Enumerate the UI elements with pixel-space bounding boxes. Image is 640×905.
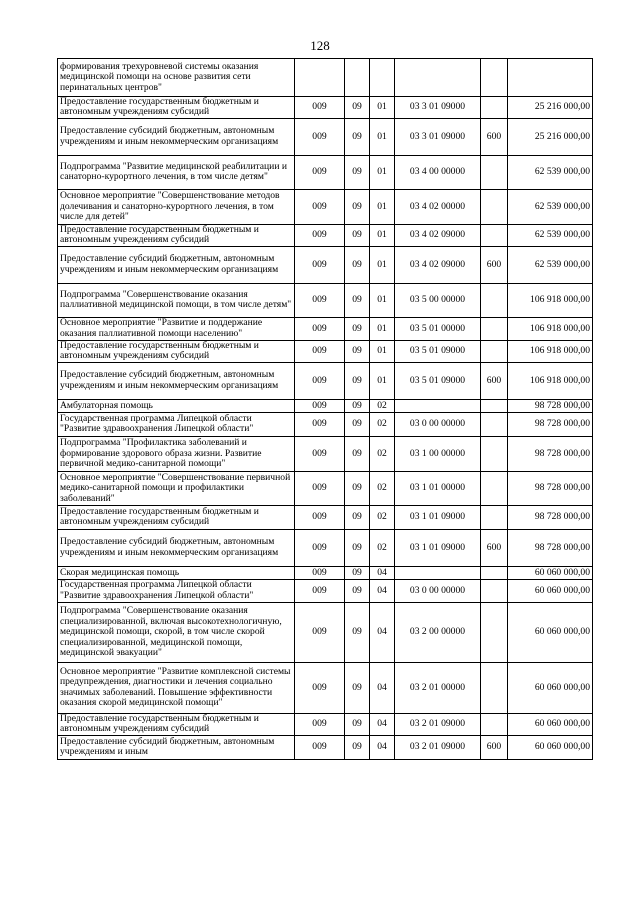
cell-section-code: 09 [345, 602, 370, 662]
cell-amount: 98 728 000,00 [508, 529, 593, 566]
cell-amount: 98 728 000,00 [508, 412, 593, 436]
cell-expense-type: 600 [481, 246, 508, 283]
cell-name: Подпрограмма "Совершенствование оказания специализированной, включая высокотехнологичную, медицинской помощи, скорой, в том числе скорой специализированной, медицинской помощи, медицинской эвакуации" [58, 602, 295, 662]
cell-name: Подпрограмма "Совершенствование оказания паллиативной медицинской помощи, в том числе детям" [58, 283, 295, 317]
cell-amount: 62 539 000,00 [508, 155, 593, 189]
table-row [58, 118, 593, 155]
cell-expense-type [481, 59, 508, 97]
cell-name: Предоставление субсидий бюджетным, автономным учреждениям и иным [58, 735, 295, 759]
cell-expense-type [481, 97, 508, 119]
cell-expense-type [481, 317, 508, 340]
cell-name: Предоставление государственным бюджетным и автономным учреждениям субсидий [58, 97, 295, 119]
cell-expense-type [481, 399, 508, 412]
cell-target-article [395, 399, 481, 412]
cell-target-article: 03 1 01 00000 [395, 471, 481, 505]
cell-amount: 106 918 000,00 [508, 362, 593, 399]
cell-target-article: 03 4 02 09000 [395, 224, 481, 246]
cell-target-article: 03 4 02 09000 [395, 246, 481, 283]
cell-section-code: 09 [345, 566, 370, 579]
cell-subsection-code [370, 59, 395, 97]
table-row [58, 246, 593, 283]
cell-ministry-code: 009 [295, 97, 345, 119]
cell-section-code: 09 [345, 189, 370, 224]
table-row [58, 579, 593, 602]
table-row [58, 662, 593, 713]
cell-target-article: 03 0 00 00000 [395, 579, 481, 602]
table-row [58, 340, 593, 362]
cell-section-code: 09 [345, 505, 370, 529]
cell-section-code: 09 [345, 97, 370, 119]
cell-target-article [395, 59, 481, 97]
cell-name: Предоставление государственным бюджетным и автономным учреждениям субсидий [58, 505, 295, 529]
cell-ministry-code: 009 [295, 246, 345, 283]
cell-target-article: 03 1 01 09000 [395, 529, 481, 566]
cell-subsection-code: 04 [370, 566, 395, 579]
cell-section-code: 09 [345, 246, 370, 283]
cell-target-article: 03 5 01 00000 [395, 317, 481, 340]
cell-expense-type [481, 189, 508, 224]
budget-table-body [58, 59, 593, 760]
table-row [58, 189, 593, 224]
cell-section-code: 09 [345, 529, 370, 566]
cell-expense-type: 600 [481, 362, 508, 399]
cell-name: Амбулаторная помощь [58, 399, 295, 412]
cell-section-code: 09 [345, 224, 370, 246]
cell-expense-type: 600 [481, 735, 508, 759]
cell-name: Основное мероприятие "Совершенствование первичной медико-санитарной помощи и профилактики заболеваний" [58, 471, 295, 505]
cell-name: Основное мероприятие "Развитие комплексной системы предупреждения, диагностики и лечения социально значимых заболеваний. Повышение эффективности оказания скорой медицинской помощи" [58, 662, 295, 713]
cell-expense-type [481, 566, 508, 579]
cell-amount: 98 728 000,00 [508, 436, 593, 471]
cell-ministry-code: 009 [295, 224, 345, 246]
cell-expense-type: 600 [481, 118, 508, 155]
cell-expense-type [481, 283, 508, 317]
cell-name: Скорая медицинская помощь [58, 566, 295, 579]
cell-target-article: 03 3 01 09000 [395, 97, 481, 119]
cell-section-code: 09 [345, 713, 370, 735]
cell-section-code: 09 [345, 317, 370, 340]
cell-amount: 98 728 000,00 [508, 505, 593, 529]
cell-name: Предоставление субсидий бюджетным, автономным учреждениям и иным некоммерческим организациям [58, 246, 295, 283]
cell-target-article: 03 5 00 00000 [395, 283, 481, 317]
cell-name: Предоставление государственным бюджетным и автономным учреждениям субсидий [58, 713, 295, 735]
cell-expense-type [481, 662, 508, 713]
cell-section-code: 09 [345, 662, 370, 713]
cell-subsection-code: 01 [370, 362, 395, 399]
cell-subsection-code: 02 [370, 436, 395, 471]
cell-expense-type [481, 579, 508, 602]
cell-section-code: 09 [345, 412, 370, 436]
cell-target-article: 03 2 01 09000 [395, 735, 481, 759]
cell-name: Основное мероприятие "Совершенствование методов долечивания и санаторно-курортного лечения, в том числе для детей" [58, 189, 295, 224]
cell-section-code: 09 [345, 362, 370, 399]
cell-section-code: 09 [345, 283, 370, 317]
cell-expense-type [481, 340, 508, 362]
cell-target-article: 03 1 00 00000 [395, 436, 481, 471]
table-row [58, 224, 593, 246]
cell-subsection-code: 01 [370, 155, 395, 189]
cell-target-article: 03 3 01 09000 [395, 118, 481, 155]
cell-amount: 60 060 000,00 [508, 566, 593, 579]
table-row [58, 59, 593, 97]
cell-subsection-code: 01 [370, 189, 395, 224]
cell-subsection-code: 04 [370, 602, 395, 662]
table-row [58, 713, 593, 735]
cell-ministry-code: 009 [295, 317, 345, 340]
cell-section-code: 09 [345, 340, 370, 362]
cell-name: Основное мероприятие "Развитие и поддержание оказания паллиативной помощи населению" [58, 317, 295, 340]
table-row [58, 412, 593, 436]
cell-ministry-code [295, 59, 345, 97]
cell-target-article: 03 5 01 09000 [395, 340, 481, 362]
cell-section-code: 09 [345, 579, 370, 602]
cell-subsection-code: 01 [370, 317, 395, 340]
cell-amount: 60 060 000,00 [508, 662, 593, 713]
cell-name: Государственная программа Липецкой области "Развитие здравоохранения Липецкой области" [58, 412, 295, 436]
cell-expense-type [481, 224, 508, 246]
cell-target-article [395, 566, 481, 579]
cell-subsection-code: 01 [370, 340, 395, 362]
cell-subsection-code: 04 [370, 713, 395, 735]
cell-ministry-code: 009 [295, 412, 345, 436]
cell-section-code: 09 [345, 118, 370, 155]
cell-target-article: 03 0 00 00000 [395, 412, 481, 436]
cell-section-code: 09 [345, 155, 370, 189]
cell-subsection-code: 04 [370, 662, 395, 713]
table-row [58, 155, 593, 189]
cell-ministry-code: 009 [295, 471, 345, 505]
cell-name: Предоставление государственным бюджетным и автономным учреждениям субсидий [58, 224, 295, 246]
cell-target-article: 03 5 01 09000 [395, 362, 481, 399]
cell-ministry-code: 009 [295, 602, 345, 662]
table-row [58, 436, 593, 471]
cell-subsection-code: 01 [370, 246, 395, 283]
cell-name: Предоставление государственным бюджетным и автономным учреждениям субсидий [58, 340, 295, 362]
cell-ministry-code: 009 [295, 436, 345, 471]
cell-ministry-code: 009 [295, 529, 345, 566]
cell-amount: 62 539 000,00 [508, 189, 593, 224]
cell-amount: 106 918 000,00 [508, 283, 593, 317]
table-row [58, 317, 593, 340]
cell-name: Предоставление субсидий бюджетным, автономным учреждениям и иным некоммерческим организациям [58, 529, 295, 566]
cell-target-article: 03 2 01 09000 [395, 713, 481, 735]
cell-subsection-code: 01 [370, 283, 395, 317]
cell-ministry-code: 009 [295, 283, 345, 317]
cell-ministry-code: 009 [295, 118, 345, 155]
cell-subsection-code: 01 [370, 97, 395, 119]
cell-ministry-code: 009 [295, 399, 345, 412]
cell-subsection-code: 02 [370, 505, 395, 529]
cell-subsection-code: 04 [370, 735, 395, 759]
cell-target-article: 03 4 02 00000 [395, 189, 481, 224]
cell-ministry-code: 009 [295, 662, 345, 713]
cell-amount: 25 216 000,00 [508, 118, 593, 155]
cell-subsection-code: 02 [370, 412, 395, 436]
cell-amount: 106 918 000,00 [508, 317, 593, 340]
table-row [58, 283, 593, 317]
cell-subsection-code: 01 [370, 118, 395, 155]
cell-name: формирования трехуровневой системы оказания медицинской помощи на основе развития сети перинатальных центров" [58, 59, 295, 97]
cell-ministry-code: 009 [295, 362, 345, 399]
cell-subsection-code: 02 [370, 399, 395, 412]
cell-amount: 60 060 000,00 [508, 735, 593, 759]
cell-amount: 60 060 000,00 [508, 713, 593, 735]
table-row [58, 566, 593, 579]
cell-subsection-code: 01 [370, 224, 395, 246]
cell-expense-type [481, 412, 508, 436]
table-row [58, 735, 593, 759]
cell-subsection-code: 02 [370, 471, 395, 505]
cell-expense-type [481, 436, 508, 471]
cell-ministry-code: 009 [295, 155, 345, 189]
cell-target-article: 03 2 01 00000 [395, 662, 481, 713]
cell-amount: 62 539 000,00 [508, 246, 593, 283]
cell-target-article: 03 2 00 00000 [395, 602, 481, 662]
cell-section-code: 09 [345, 399, 370, 412]
cell-amount: 98 728 000,00 [508, 399, 593, 412]
cell-section-code: 09 [345, 471, 370, 505]
cell-amount: 62 539 000,00 [508, 224, 593, 246]
cell-amount: 60 060 000,00 [508, 602, 593, 662]
table-row [58, 471, 593, 505]
cell-subsection-code: 04 [370, 579, 395, 602]
table-row [58, 505, 593, 529]
cell-section-code: 09 [345, 436, 370, 471]
cell-name: Подпрограмма "Развитие медицинской реабилитации и санаторно-курортного лечения, в том числе детям" [58, 155, 295, 189]
cell-amount [508, 59, 593, 97]
cell-amount: 25 216 000,00 [508, 97, 593, 119]
table-row [58, 362, 593, 399]
cell-name: Предоставление субсидий бюджетным, автономным учреждениям и иным некоммерческим организациям [58, 118, 295, 155]
cell-expense-type [481, 505, 508, 529]
cell-expense-type: 600 [481, 529, 508, 566]
table-row [58, 399, 593, 412]
cell-subsection-code: 02 [370, 529, 395, 566]
cell-amount: 60 060 000,00 [508, 579, 593, 602]
cell-name: Государственная программа Липецкой области "Развитие здравоохранения Липецкой области" [58, 579, 295, 602]
cell-amount: 106 918 000,00 [508, 340, 593, 362]
budget-table [57, 58, 593, 760]
page-number: 128 [310, 38, 330, 53]
cell-name: Предоставление субсидий бюджетным, автономным учреждениям и иным некоммерческим организациям [58, 362, 295, 399]
cell-ministry-code: 009 [295, 566, 345, 579]
cell-ministry-code: 009 [295, 340, 345, 362]
table-row [58, 97, 593, 119]
cell-ministry-code: 009 [295, 505, 345, 529]
cell-ministry-code: 009 [295, 735, 345, 759]
cell-expense-type [481, 713, 508, 735]
table-row [58, 529, 593, 566]
table-row [58, 602, 593, 662]
cell-ministry-code: 009 [295, 579, 345, 602]
cell-section-code: 09 [345, 735, 370, 759]
cell-ministry-code: 009 [295, 713, 345, 735]
cell-amount: 98 728 000,00 [508, 471, 593, 505]
cell-expense-type [481, 602, 508, 662]
cell-ministry-code: 009 [295, 189, 345, 224]
cell-section-code [345, 59, 370, 97]
cell-target-article: 03 1 01 09000 [395, 505, 481, 529]
cell-expense-type [481, 155, 508, 189]
cell-name: Подпрограмма "Профилактика заболеваний и формирование здорового образа жизни. Развитие первичной медико-санитарной помощи" [58, 436, 295, 471]
cell-expense-type [481, 471, 508, 505]
cell-target-article: 03 4 00 00000 [395, 155, 481, 189]
